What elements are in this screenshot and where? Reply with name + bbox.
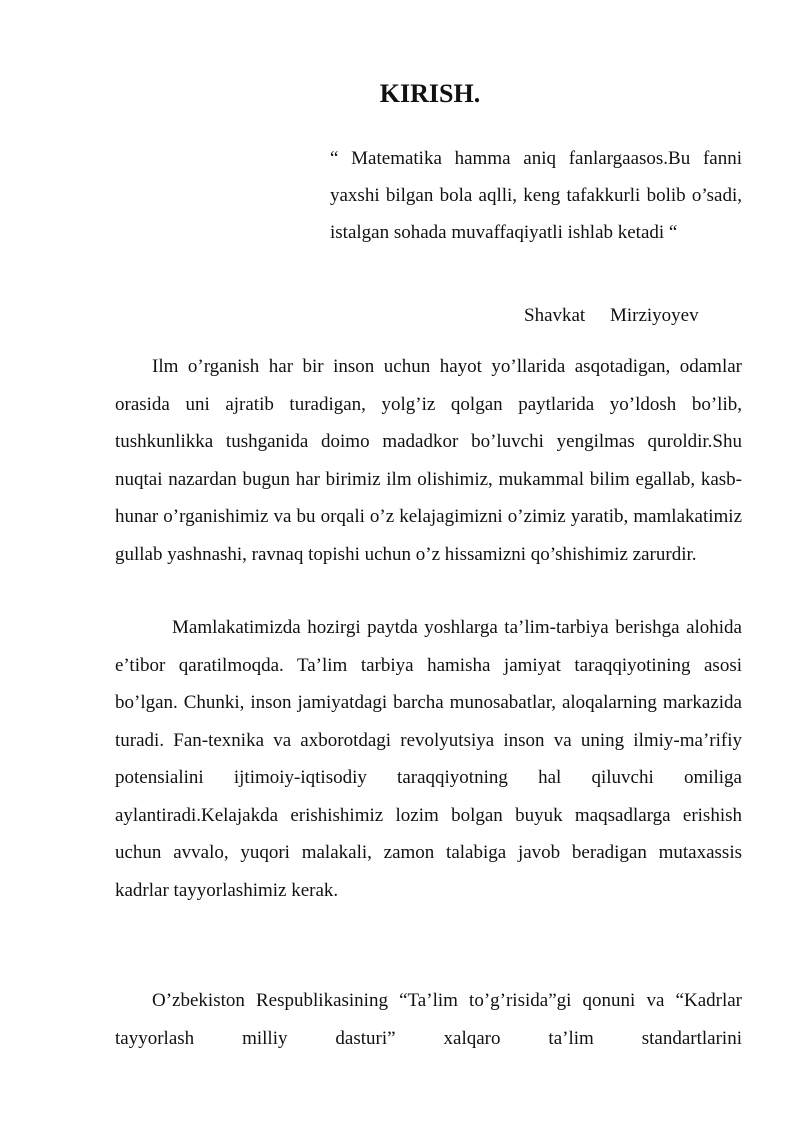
epigraph-author: Shavkat Mirziyoyev xyxy=(524,305,699,326)
paragraph-1: Ilm o’rganish har bir inson uchun hayot yo’llarida asqotadigan, odamlar orasida uni ajratib turadigan, yolg’iz qolgan paytlarida yo’ldosh bo’lib, tushkunlikka tushganida doimo madadkor bo’luvchi yengilmas quroldir.Shu nuqtai nazardan bugun har birimiz ilm olishimiz, mukammal bilim egallab, kasb-hunar o’rganishimiz va bu orqali o’z kelajagimizni o’zimiz yaratib, mamlakatimiz gullab yashnashi, ravnaq topishi uchun o’z hissamizni qo’shishimiz zarurdir. xyxy=(115,356,742,565)
epigraph-quote: “ Matematika hamma aniq fanlargaasos.Bu fanni yaxshi bilgan bola aqlli, keng tafakkurli bolib o’sadi, istalgan sohada muvaffaqiyatli ishlab ketadi “ xyxy=(330,148,742,243)
page-title: KIRISH. xyxy=(379,79,481,108)
paragraph-3: O’zbekiston Respublikasining “Ta’lim to’g’risida”gi qonuni va “Kadrlar tayyorlash milliy dasturi” xalqaro ta’lim standartlarini xyxy=(115,990,742,1049)
paragraph-2: Mamlakatimizda hozirgi paytda yoshlarga ta’lim-tarbiya berishga alohida e’tibor qaratilmoqda. Ta’lim tarbiya hamisha jamiyat taraqqiyotining asosi bo’lgan. Chunki, inson jamiyatdagi barcha munosabatlar, aloqalarning markazida turadi. Fan-texnika va axborotdagi revolyutsiya inson va uning ilmiy-ma’rifiy potensialini ijtimoiy-iqtisodiy taraqqiyotning hal qiluvchi omiliga aylantiradi.Kelajakda erishishimiz lozim bolgan buyuk maqsadlarga erishish uchun avvalo, yuqori malakali, zamon talabiga javob beradigan mutaxassis kadrlar tayyorlashimiz kerak. xyxy=(115,617,742,901)
